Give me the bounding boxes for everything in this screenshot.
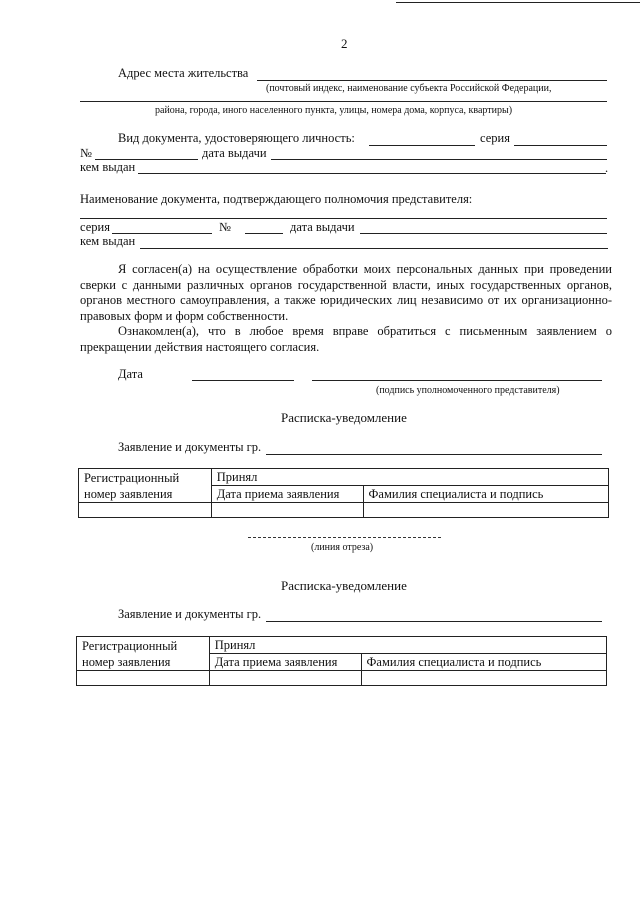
receipt-2-title: Расписка-уведомление <box>281 578 407 593</box>
identity-end-mark: . <box>605 161 609 175</box>
receipt-1-statement-label: Заявление и документы гр. <box>118 440 262 454</box>
authority-number-field <box>245 233 283 234</box>
specialist-name-cell[interactable] <box>361 671 606 686</box>
reg-number-cell[interactable] <box>77 671 210 686</box>
reg-number-header-2: номер заявления <box>77 654 210 671</box>
signature-date-label: Дата <box>118 367 143 381</box>
reg-number-cell[interactable] <box>79 503 212 518</box>
specialist-name-header: Фамилия специалиста и подпись <box>361 654 606 671</box>
identity-doc-type-field <box>369 145 475 146</box>
authority-issued-by-label: кем выдан <box>80 234 136 248</box>
identity-issued-by-field <box>138 173 606 174</box>
receipt-2-table <box>76 636 607 686</box>
receipt-2-statement-label: Заявление и документы гр. <box>118 607 262 621</box>
receipt-1-title: Расписка-уведомление <box>281 410 407 425</box>
address-line-1 <box>257 80 607 81</box>
address-hint-2: района, города, иного населенного пункта, улицы, номера дома, корпуса, квартиры) <box>155 105 513 116</box>
receipt-1-statement-field <box>266 454 602 455</box>
authority-doc-name-label: Наименование документа, подтверждающего полномочия представителя: <box>80 192 473 206</box>
authority-series-label: серия <box>80 220 110 234</box>
address-hint-1: (почтовый индекс, наименование субъекта Российской Федерации, <box>266 83 552 94</box>
cut-line <box>248 537 441 538</box>
cut-line-label: (линия отреза) <box>311 542 374 553</box>
authority-issue-date-field <box>360 233 607 234</box>
specialist-name-cell[interactable] <box>363 503 608 518</box>
identity-issue-date-label: дата выдачи <box>202 146 267 160</box>
reg-number-header-1: Регистрационный <box>79 469 212 486</box>
receipt-2-statement-field <box>266 621 602 622</box>
signature-date-field <box>192 380 294 381</box>
address-line-2 <box>80 101 607 102</box>
page-number: 2 <box>341 36 348 51</box>
accepted-header: Принял <box>211 469 608 486</box>
receipt-1-table <box>78 468 609 518</box>
accepted-header: Принял <box>209 637 606 654</box>
identity-series-label: серия <box>480 131 510 145</box>
identity-series-field <box>514 145 607 146</box>
signature-field <box>312 380 602 381</box>
address-label: Адрес места жительства <box>118 66 249 80</box>
consent-paragraph-2: Ознакомлен(а), что в любое время вправе обратиться с письменным заявлением о прекращении действия настоящего согласия. <box>80 324 612 354</box>
authority-issued-by-field <box>140 248 608 249</box>
authority-issue-date-label: дата выдачи <box>290 220 355 234</box>
date-received-cell[interactable] <box>211 503 363 518</box>
authority-number-label: № <box>219 220 231 234</box>
identity-issue-date-field <box>271 159 607 160</box>
date-received-cell[interactable] <box>209 671 361 686</box>
identity-doc-type-label: Вид документа, удостоверяющего личность: <box>118 131 355 145</box>
identity-issued-by-label: кем выдан <box>80 160 136 174</box>
top-edge-line <box>396 2 640 3</box>
date-received-header: Дата приема заявления <box>209 654 361 671</box>
specialist-name-header: Фамилия специалиста и подпись <box>363 486 608 503</box>
date-received-header: Дата приема заявления <box>211 486 363 503</box>
reg-number-header-1: Регистрационный <box>77 637 210 654</box>
identity-number-label: № <box>80 146 92 160</box>
signature-hint: (подпись уполномоченного представителя) <box>376 385 560 396</box>
reg-number-header-2: номер заявления <box>79 486 212 503</box>
consent-paragraph-1: Я согласен(а) на осуществление обработки моих персональных данных при проведении сверки с данными различных органов государственной власти, иных государственных органов, органов местного самоуправления, а также юридических лиц независимо от их организационно-правовых форм и форм собственности. <box>80 262 612 323</box>
authority-doc-name-field <box>80 218 607 219</box>
